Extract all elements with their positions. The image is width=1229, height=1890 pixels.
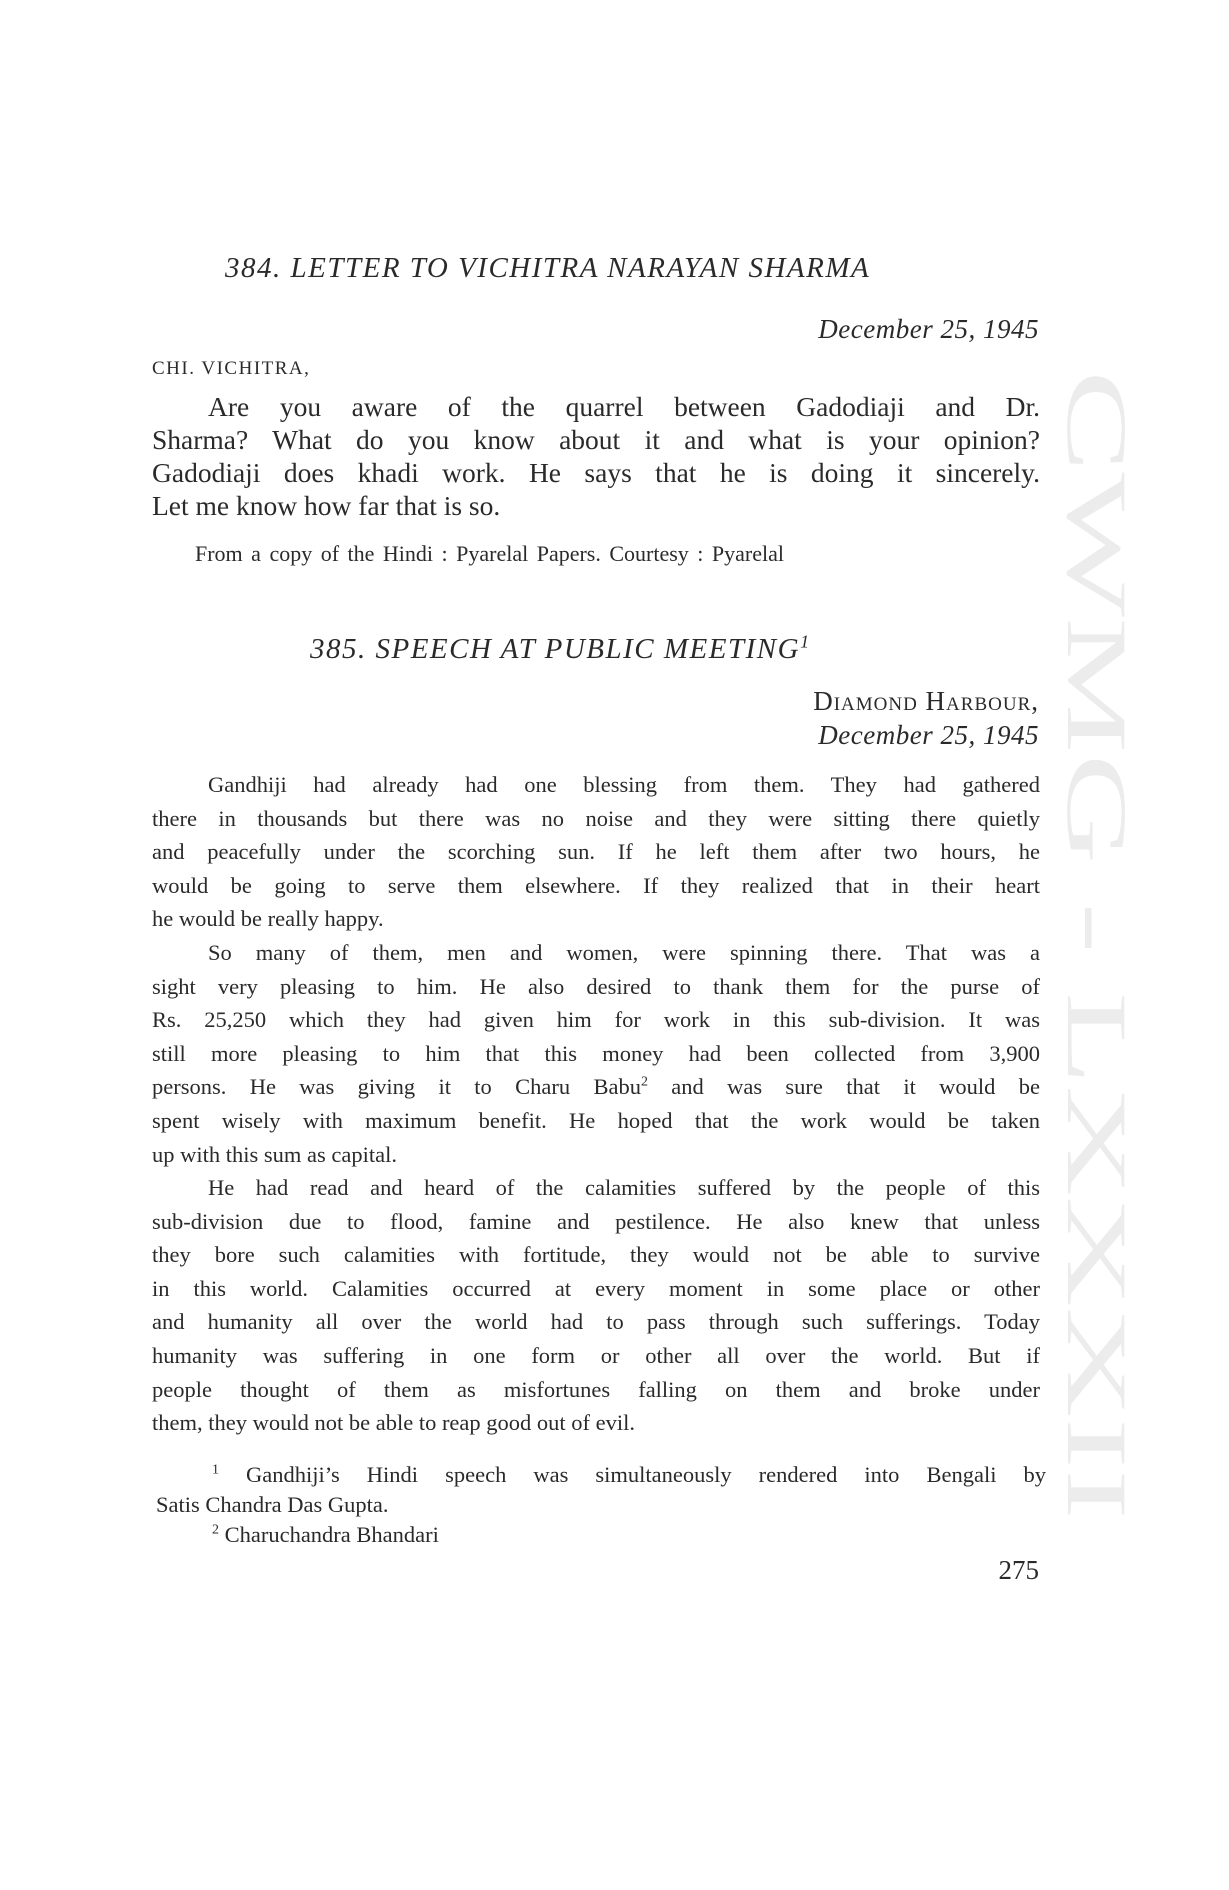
footnote-1-line — [156, 1460, 1046, 1490]
paragraph-line-part: and was sure that it would be — [647, 1074, 1040, 1100]
paragraph-line: up with this sum as capital. — [152, 1141, 397, 1167]
speech-paragraph-1 — [152, 768, 1040, 936]
paragraph-line: He had read and heard of the calamities suffered by the people of this — [208, 1175, 1040, 1200]
paragraph-line: they bore such calamities with fortitude, they would not be able to survive — [152, 1242, 1040, 1268]
source-note: From a copy of the Hindi : Pyarelal Papers. Courtesy : Pyarelal — [195, 541, 784, 566]
page-number: 275 — [998, 1555, 1039, 1585]
footnote-mark: 1 — [212, 1462, 219, 1478]
footnote-text: Gandhiji’s Hindi speech was simultaneously rendered into Bengali by — [246, 1462, 1046, 1487]
paragraph-line: there in thousands but there was no noise and they were sitting there quietly — [152, 805, 1040, 831]
footnote-text: Charuchandra Bhandari — [224, 1522, 439, 1547]
item-384-date: December 25, 1945 — [818, 314, 1039, 344]
letter-line: Let me know how far that is so. — [152, 490, 501, 521]
paragraph-line: spent wisely with maximum benefit. He hoped that the work would be taken — [152, 1107, 1040, 1133]
paragraph-line: in this world. Calamities occurred at every moment in some place or other — [152, 1275, 1040, 1301]
item-384-heading: 384. LETTER TO VICHITRA NARAYAN SHARMA — [225, 252, 871, 284]
footnote-ref: 2 — [640, 1074, 648, 1090]
paragraph-line: humanity was suffering in one form or other all over the world. But if — [152, 1342, 1040, 1368]
letter-line: Gadodiaji does khadi work. He says that he is doing it sincerely. — [152, 457, 1040, 488]
paragraph-line: people thought of them as misfortunes falling on them and broke under — [152, 1376, 1040, 1402]
item-385-heading-text: 385. SPEECH AT PUBLIC MEETING — [310, 633, 801, 665]
watermark-text: CWMG - LXXXII — [1049, 370, 1145, 1015]
paragraph-line: them, they would not be able to reap good out of evil. — [152, 1410, 636, 1436]
letter-line: Are you aware of the quarrel between Gadodiaji and Dr. — [208, 391, 1040, 422]
letter-body — [152, 390, 1040, 522]
footnote-1-line: Satis Chandra Das Gupta. — [156, 1492, 389, 1517]
item-385-heading — [310, 633, 811, 666]
paragraph-line: So many of them, men and women, were spinning there. That was a — [208, 940, 1040, 965]
footnote-2-line — [156, 1520, 1046, 1550]
paragraph-line: Gandhiji had already had one blessing from them. They had gathered — [208, 772, 1040, 797]
speech-paragraph-2 — [152, 936, 1040, 1171]
paragraph-line: and peacefully under the scorching sun. If he left them after two hours, he — [152, 839, 1040, 865]
paragraph-line: sight very pleasing to him. He also desired to thank them for the purse of — [152, 973, 1040, 999]
paragraph-line: Rs. 25,250 which they had given him for work in this sub-division. It was — [152, 1007, 1040, 1033]
paragraph-line-part: persons. He was giving it to Charu Babu — [152, 1074, 641, 1100]
place-line: Diamond Harbour, — [813, 686, 1039, 716]
paragraph-line: sub-division due to flood, famine and pestilence. He also knew that unless — [152, 1208, 1040, 1234]
paragraph-line: and humanity all over the world had to pass through such sufferings. Today — [152, 1309, 1040, 1335]
letter-line: Sharma? What do you know about it and what is your opinion? — [152, 424, 1040, 455]
footnote-mark: 2 — [212, 1522, 219, 1538]
paragraph-line: would be going to serve them elsewhere. If they realized that in their heart — [152, 872, 1040, 898]
salutation: CHI. VICHITRA, — [152, 358, 311, 379]
paragraph-line: still more pleasing to him that this money had been collected from 3,900 — [152, 1040, 1040, 1066]
paragraph-line — [152, 1070, 1040, 1104]
footnotes — [156, 1460, 1046, 1550]
footnote-ref: 1 — [800, 631, 811, 652]
item-385-date: December 25, 1945 — [818, 720, 1039, 750]
speech-paragraph-3 — [152, 1171, 1040, 1440]
paragraph-line: he would be really happy. — [152, 906, 384, 932]
